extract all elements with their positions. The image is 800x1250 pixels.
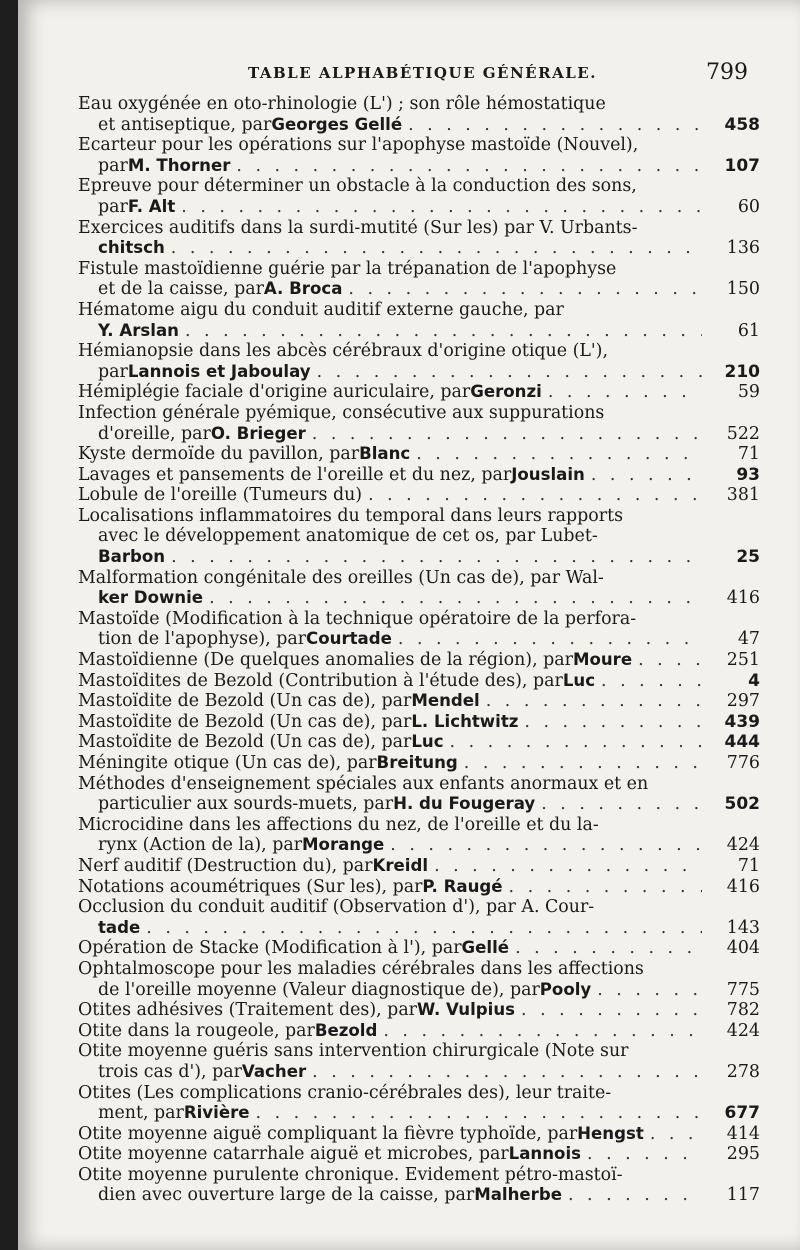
dot-leader [185, 321, 702, 342]
dot-leader [450, 732, 702, 753]
dot-leader [171, 238, 702, 259]
entry-author: Barbon [98, 547, 166, 567]
dot-leader [524, 712, 702, 733]
entry-page-number: 136 [726, 238, 760, 259]
entry-title-text: Epreuve pour déterminer un obstacle à la conduction des sons, [78, 176, 637, 197]
entry-title-text: particulier aux sourds-muets, par [98, 794, 394, 815]
entry-author: Malherbe [474, 1185, 562, 1205]
index-entry [78, 94, 760, 135]
dot-leader [181, 197, 702, 218]
entry-title-text: Hémiplégie faciale d'origine auriculaire, par [78, 382, 471, 403]
dot-leader [408, 115, 702, 136]
entry-page-number: 143 [726, 917, 760, 938]
index-entry [78, 568, 760, 609]
entry-line [78, 1103, 760, 1124]
entry-line [78, 918, 760, 939]
entry-title-text: Infection générale pyémique, consécutive aux suppurations [78, 402, 605, 423]
dot-leader [515, 938, 702, 959]
entry-page-number: 210 [724, 361, 760, 382]
entry-page-number: 107 [724, 155, 760, 176]
entry-line [78, 1144, 760, 1165]
entry-author: O. Brieger [210, 423, 306, 443]
entry-line [78, 485, 760, 506]
entry-author: Luc [562, 670, 596, 690]
entry-title-text: Mastoïdite de Bezold (Un cas de), par [78, 691, 412, 712]
entry-author: Bezold [314, 1020, 378, 1040]
entry-author: P. Raugé [422, 876, 503, 896]
entry-author: Morange [302, 835, 385, 855]
entry-line [78, 156, 760, 177]
entry-title-text: Exercices auditifs dans la surdi-mutité (Sur les) par V. Urbants- [78, 217, 638, 238]
entry-page-number: 150 [726, 279, 760, 300]
entry-line [78, 835, 760, 856]
entry-author: Kreidl [372, 855, 429, 875]
entry-author: Hengst [577, 1123, 644, 1143]
dot-leader [521, 1000, 702, 1021]
entry-line [78, 753, 760, 774]
dot-leader [416, 444, 702, 465]
index-entry [78, 135, 760, 176]
index-entry [78, 815, 760, 856]
entry-page-number: 414 [726, 1123, 760, 1144]
entry-title-text: Opération de Stacke (Modification à l'), par [78, 938, 462, 959]
entry-line [78, 321, 760, 342]
entry-page-number: 47 [737, 629, 760, 650]
entry-line [78, 629, 760, 650]
entry-page-number: 251 [726, 650, 760, 671]
dot-leader [464, 753, 702, 774]
entry-page-number: 4 [748, 670, 760, 691]
entry-page-number: 60 [737, 196, 760, 217]
index-entry [78, 1021, 760, 1042]
entry-line [78, 650, 760, 671]
entry-title-text: avec le développement anatomique de cet os, par Lubet- [98, 526, 598, 547]
dot-leader [317, 362, 702, 383]
entry-line [78, 815, 760, 836]
index-entry [78, 712, 760, 733]
entry-author: F. Alt [127, 196, 176, 216]
entry-title-text: Mastoïde (Modification à la technique opératoire de la perfora- [78, 608, 637, 629]
entry-title-text: et antiseptique, par [98, 114, 272, 135]
index-entry [78, 609, 760, 650]
entry-title-text: ment, par [98, 1103, 184, 1124]
dot-leader [434, 856, 702, 877]
index-entry [78, 506, 760, 568]
dot-leader [568, 1185, 702, 1206]
entry-title-text: Otite moyenne guéris sans intervention chirurgicale (Note sur [78, 1041, 629, 1062]
index-entry [78, 691, 760, 712]
entry-author: Lannois et Jaboulay [127, 361, 311, 381]
entry-title-text: Lobule de l'oreille (Tumeurs du) [78, 485, 363, 506]
dot-leader [171, 547, 702, 568]
index-entry [78, 176, 760, 217]
index-entry [78, 959, 760, 1000]
entry-page-number: 71 [737, 444, 760, 465]
entry-title-text: de l'oreille moyenne (Valeur diagnostique de), par [98, 979, 540, 1000]
entry-author: A. Broca [263, 279, 343, 299]
entry-line [78, 94, 760, 115]
index-entry [78, 300, 760, 341]
entry-title-text: Malformation congénitale des oreilles (Un cas de), par Wal- [78, 567, 604, 588]
dot-leader [312, 1062, 702, 1083]
entry-page-number: 295 [726, 1144, 760, 1165]
entry-title-text: Occlusion du conduit auditif (Observation d'), par A. Cour- [78, 897, 595, 918]
entry-page-number: 416 [726, 876, 760, 897]
entry-title-text: d'oreille, par [98, 423, 211, 444]
entry-author: Breitung [376, 753, 458, 772]
entry-title-text: Hémianopsie dans les abcès cérébraux d'origine otique (L'), [78, 341, 608, 362]
entry-title-text: Ecarteur pour les opérations sur l'apophyse mastoïde (Nouvel), [78, 135, 639, 156]
entry-author: Gellé [461, 938, 510, 958]
dot-leader [587, 1144, 702, 1165]
entry-page-number: 458 [724, 114, 760, 135]
entry-line [78, 691, 760, 712]
entry-page-number: 677 [724, 1103, 760, 1124]
entry-page-number: 502 [724, 794, 760, 815]
index-entry [78, 485, 760, 506]
entry-title-text: Otite moyenne aiguë compliquant la fièvre typhoïde, par [78, 1123, 578, 1144]
entry-author: Georges Gellé [271, 114, 403, 134]
entry-author: Pooly [539, 979, 592, 999]
entry-line [78, 197, 760, 218]
entry-author: Lannois [508, 1144, 582, 1164]
index-entry [78, 465, 760, 486]
entry-title-text: Kyste dermoïde du pavillon, par [78, 444, 360, 465]
entry-line [78, 959, 760, 980]
entry-page-number: 439 [724, 711, 760, 732]
entry-page-number: 444 [724, 732, 760, 753]
dot-leader [390, 835, 702, 856]
entry-author: Vacher [241, 1061, 307, 1081]
entry-author: L. Lichtwitz [411, 711, 519, 731]
entry-author: Y. Arslan [98, 320, 179, 340]
entry-author: Jouslain [511, 464, 585, 484]
entry-page-number: 381 [726, 485, 760, 506]
entry-line [78, 300, 760, 321]
entry-author: Geronzi [470, 382, 542, 402]
entry-title-text: Hématome aigu du conduit auditif externe gauche, par [78, 299, 564, 320]
entry-title-text: trois cas d'), par [98, 1061, 242, 1082]
index-entry [78, 444, 760, 465]
entry-title-text: Lavages et pansements de l'oreille et du nez, par [78, 464, 512, 485]
entry-page-number: 775 [726, 979, 760, 1000]
entry-line [78, 259, 760, 280]
entry-author: tade [98, 917, 141, 937]
entry-line [78, 135, 760, 156]
index-entry [78, 1083, 760, 1124]
entry-line [78, 218, 760, 239]
index-page [18, 0, 800, 1250]
index-entry [78, 1165, 760, 1206]
entry-line [78, 671, 760, 692]
entry-line [78, 115, 760, 136]
entry-line [78, 609, 760, 630]
dot-leader [541, 794, 702, 815]
entry-line [78, 382, 760, 403]
entry-line [78, 588, 760, 609]
entry-title-text: dien avec ouverture large de la caisse, par [98, 1185, 475, 1206]
dot-leader [236, 156, 702, 177]
dot-leader [383, 1021, 702, 1042]
index-entries [78, 94, 760, 1206]
entry-line [78, 424, 760, 445]
dot-leader [348, 279, 702, 300]
page-header [18, 60, 800, 90]
entry-author: Mendel [411, 691, 480, 711]
entry-page-number: 25 [736, 547, 760, 568]
entry-page-number: 404 [726, 938, 760, 959]
entry-line [78, 341, 760, 362]
entry-title-text: Méthodes d'enseignement spéciales aux enfants anormaux et en [78, 773, 649, 794]
entry-page-number: 117 [726, 1185, 760, 1206]
entry-author: Rivière [183, 1103, 250, 1123]
index-entry [78, 403, 760, 444]
index-entry [78, 259, 760, 300]
entry-line [78, 526, 760, 547]
entry-page-number: 61 [737, 320, 760, 341]
entry-title-text: par [98, 155, 128, 176]
entry-line [78, 547, 760, 568]
entry-line [78, 238, 760, 259]
dot-leader [638, 650, 702, 671]
index-entry [78, 1000, 760, 1021]
index-entry [78, 382, 760, 403]
entry-page-number: 776 [726, 753, 760, 773]
index-entry [78, 732, 760, 753]
page-number: 799 [706, 60, 748, 85]
entry-title-text: Otite moyenne catarrhale aiguë et microbes, par [78, 1144, 509, 1165]
entry-line [78, 774, 760, 795]
entry-author: W. Vulpius [417, 1000, 516, 1020]
entry-line [78, 712, 760, 733]
entry-title-text: par [98, 196, 128, 217]
entry-page-number: 424 [726, 835, 760, 856]
dot-leader [597, 980, 702, 1001]
entry-page-number: 93 [736, 464, 760, 485]
entry-line [78, 1062, 760, 1083]
entry-line [78, 1124, 760, 1145]
entry-page-number: 71 [737, 855, 760, 876]
entry-title-text: et de la caisse, par [98, 279, 264, 300]
entry-title-text: Mastoïdite de Bezold (Un cas de), par [78, 711, 412, 732]
entry-author: Moure [572, 650, 633, 670]
entry-title-text: Otites adhésives (Traitement des), par [78, 1000, 417, 1021]
entry-title-text: Localisations inflammatoires du temporal dans leurs rapports [78, 505, 623, 526]
entry-line [78, 1000, 760, 1021]
entry-line [78, 938, 760, 959]
entry-line [78, 1185, 760, 1206]
header-title: TABLE ALPHABÉTIQUE GÉNÉRALE. [248, 64, 597, 82]
dot-leader [312, 424, 702, 445]
entry-author: chitsch [98, 238, 165, 258]
entry-page-number: 782 [726, 1000, 760, 1021]
entry-line [78, 362, 760, 383]
dot-leader [548, 382, 702, 403]
entry-author: H. du Fougeray [393, 794, 536, 814]
entry-line [78, 1021, 760, 1042]
index-entry [78, 341, 760, 382]
entry-line [78, 794, 760, 815]
index-entry [78, 877, 760, 898]
entry-page-number: 59 [737, 382, 760, 403]
index-entry [78, 938, 760, 959]
dot-leader [650, 1124, 702, 1145]
entry-title-text: tion de l'apophyse), par [98, 629, 307, 650]
dot-leader [368, 485, 702, 506]
entry-title-text: Mastoïdienne (De quelques anomalies de la région), par [78, 650, 573, 671]
entry-line [78, 980, 760, 1001]
entry-page-number: 416 [726, 588, 760, 609]
entry-line [78, 568, 760, 589]
entry-line [78, 465, 760, 486]
entry-title-text: Mastoïdite de Bezold (Un cas de), par [78, 732, 412, 753]
index-entry [78, 218, 760, 259]
entry-author: ker Downie [98, 588, 204, 608]
entry-line [78, 444, 760, 465]
entry-title-text: Eau oxygénée en oto-rhinologie (L') ; son rôle hémostatique [78, 94, 606, 114]
entry-title-text: Mastoïdites de Bezold (Contribution à l'étude des), par [78, 670, 563, 691]
dot-leader [209, 588, 702, 609]
entry-author: Luc [411, 732, 444, 752]
index-entry [78, 650, 760, 671]
entry-line [78, 506, 760, 527]
index-entry [78, 1124, 760, 1145]
entry-title-text: par [98, 361, 128, 382]
dot-leader [486, 691, 702, 712]
index-entry [78, 856, 760, 877]
entry-line [78, 279, 760, 300]
entry-page-number: 297 [726, 691, 760, 712]
entry-line [78, 1041, 760, 1062]
entry-line [78, 856, 760, 877]
entry-author: Courtade [306, 629, 392, 649]
dot-leader [601, 671, 702, 692]
entry-title-text: Fistule mastoïdienne guérie par la trépanation de l'apophyse [78, 258, 617, 279]
dot-leader [398, 629, 702, 650]
index-entry [78, 671, 760, 692]
index-entry [78, 1144, 760, 1165]
entry-page-number: 424 [726, 1020, 760, 1041]
entry-line [78, 877, 760, 898]
index-entry [78, 1041, 760, 1082]
dot-leader [509, 877, 702, 898]
entry-line [78, 897, 760, 918]
index-entry [78, 897, 760, 938]
entry-title-text: rynx (Action de la), par [98, 835, 303, 856]
entry-title-text: Otite dans la rougeole, par [78, 1020, 315, 1041]
entry-line [78, 403, 760, 424]
entry-line [78, 176, 760, 197]
dot-leader [591, 465, 702, 486]
dot-leader [256, 1103, 702, 1124]
entry-title-text: Otites (Les complications cranio-cérébrales des), leur traite- [78, 1082, 612, 1103]
entry-title-text: Ophtalmoscope pour les maladies cérébrales dans les affections [78, 958, 644, 979]
entry-title-text: Microcidine dans les affections du nez, de l'oreille et du la- [78, 814, 599, 835]
entry-line [78, 1165, 760, 1186]
entry-page-number: 522 [726, 423, 760, 444]
index-entry [78, 753, 760, 774]
entry-title-text: Nerf auditif (Destruction du), par [78, 855, 373, 876]
entry-author: Blanc [359, 444, 411, 464]
entry-title-text: Notations acoumétriques (Sur les), par [78, 876, 423, 897]
entry-title-text: Méningite otique (Un cas de), par [78, 753, 377, 773]
entry-line [78, 732, 760, 753]
entry-page-number: 278 [726, 1061, 760, 1082]
index-entry [78, 774, 760, 815]
entry-author: M. Thorner [127, 155, 231, 175]
entry-line [78, 1083, 760, 1104]
entry-title-text: Otite moyenne purulente chronique. Evidement pétro-mastoï- [78, 1164, 623, 1185]
dot-leader [146, 918, 702, 939]
